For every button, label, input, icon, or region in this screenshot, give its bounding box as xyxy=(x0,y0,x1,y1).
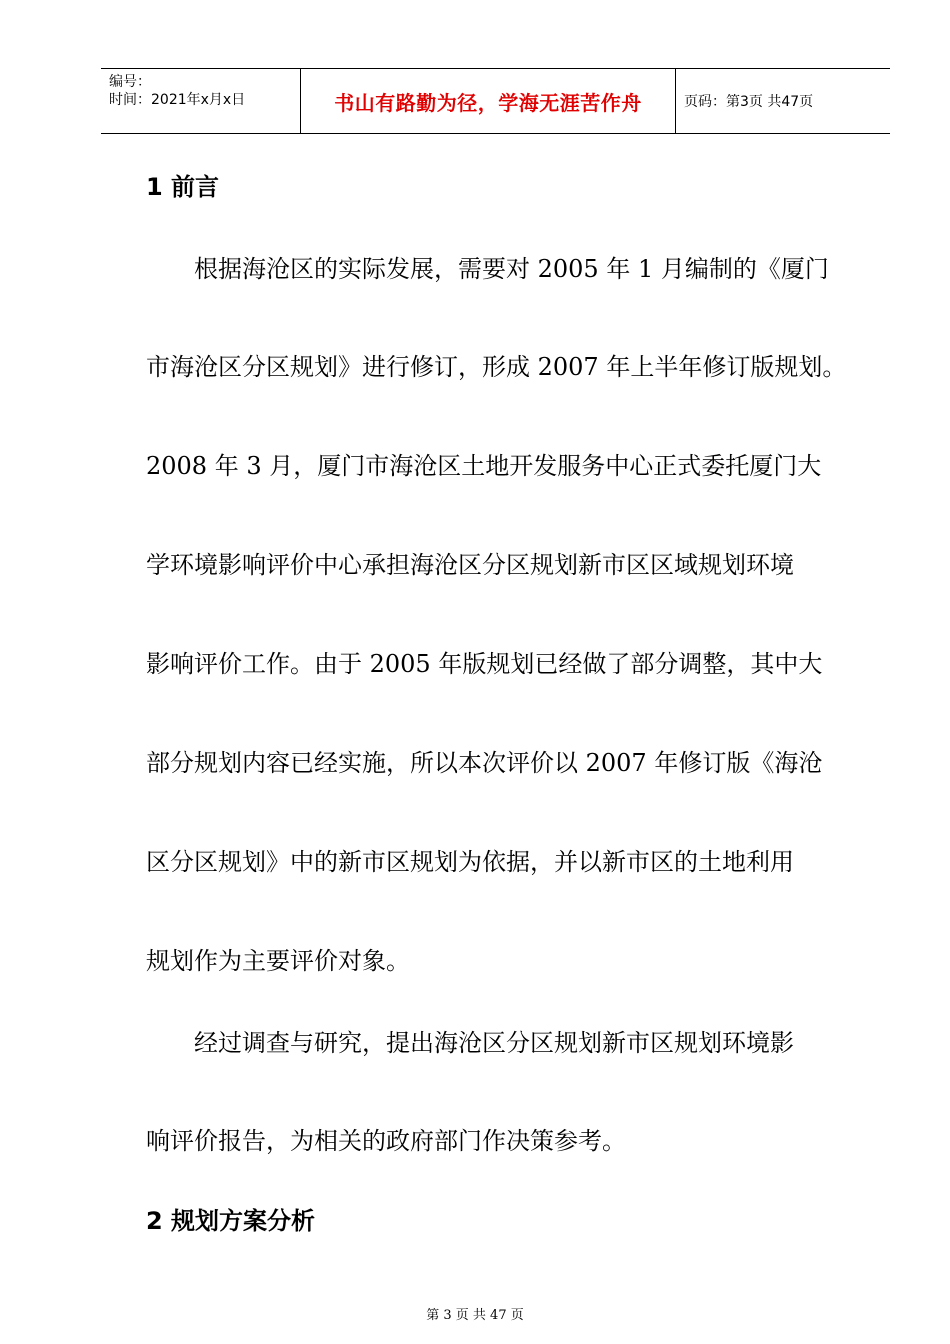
paragraph-line: 影响评价工作。由于 2005 年版规划已经做了部分调整，其中大 xyxy=(146,650,823,678)
header-time-label: 时间：2021年x月x日 xyxy=(109,92,246,108)
paragraph-line: 部分规划内容已经实施，所以本次评价以 2007 年修订版《海沧 xyxy=(146,749,823,777)
paragraph-line: 市海沧区分区规划》进行修订，形成 2007 年上半年修订版规划。 xyxy=(146,353,847,381)
paragraph-line: 经过调查与研究，提出海沧区分区规划新市区规划环境影 xyxy=(194,1029,794,1057)
section-1-title: 1 前言 xyxy=(146,173,220,201)
paragraph-line: 规划作为主要评价对象。 xyxy=(146,947,410,975)
page-footer: 第 3 页 共 47 页 xyxy=(426,1308,524,1323)
header-page-info: 页码：第3页 共47页 xyxy=(684,94,814,110)
paragraph-line: 区分区规划》中的新市区规划为依据，并以新市区的土地利用 xyxy=(146,848,794,876)
header-meta xyxy=(101,69,301,133)
paragraph-line: 根据海沧区的实际发展，需要对 2005 年 1 月编制的《厦门 xyxy=(194,255,829,283)
paragraph-line: 2008 年 3 月，厦门市海沧区土地开发服务中心正式委托厦门大 xyxy=(146,452,822,480)
paragraph-line: 响评价报告，为相关的政府部门作决策参考。 xyxy=(146,1127,626,1155)
section-2-title: 2 规划方案分析 xyxy=(146,1207,316,1235)
header-number-label: 编号： xyxy=(109,74,151,90)
header-motto: 书山有路勤为径，学海无涯苦作舟 xyxy=(301,69,676,133)
paragraph-line: 学环境影响评价中心承担海沧区分区规划新市区区域规划环境 xyxy=(146,551,794,579)
page-header xyxy=(101,68,890,134)
